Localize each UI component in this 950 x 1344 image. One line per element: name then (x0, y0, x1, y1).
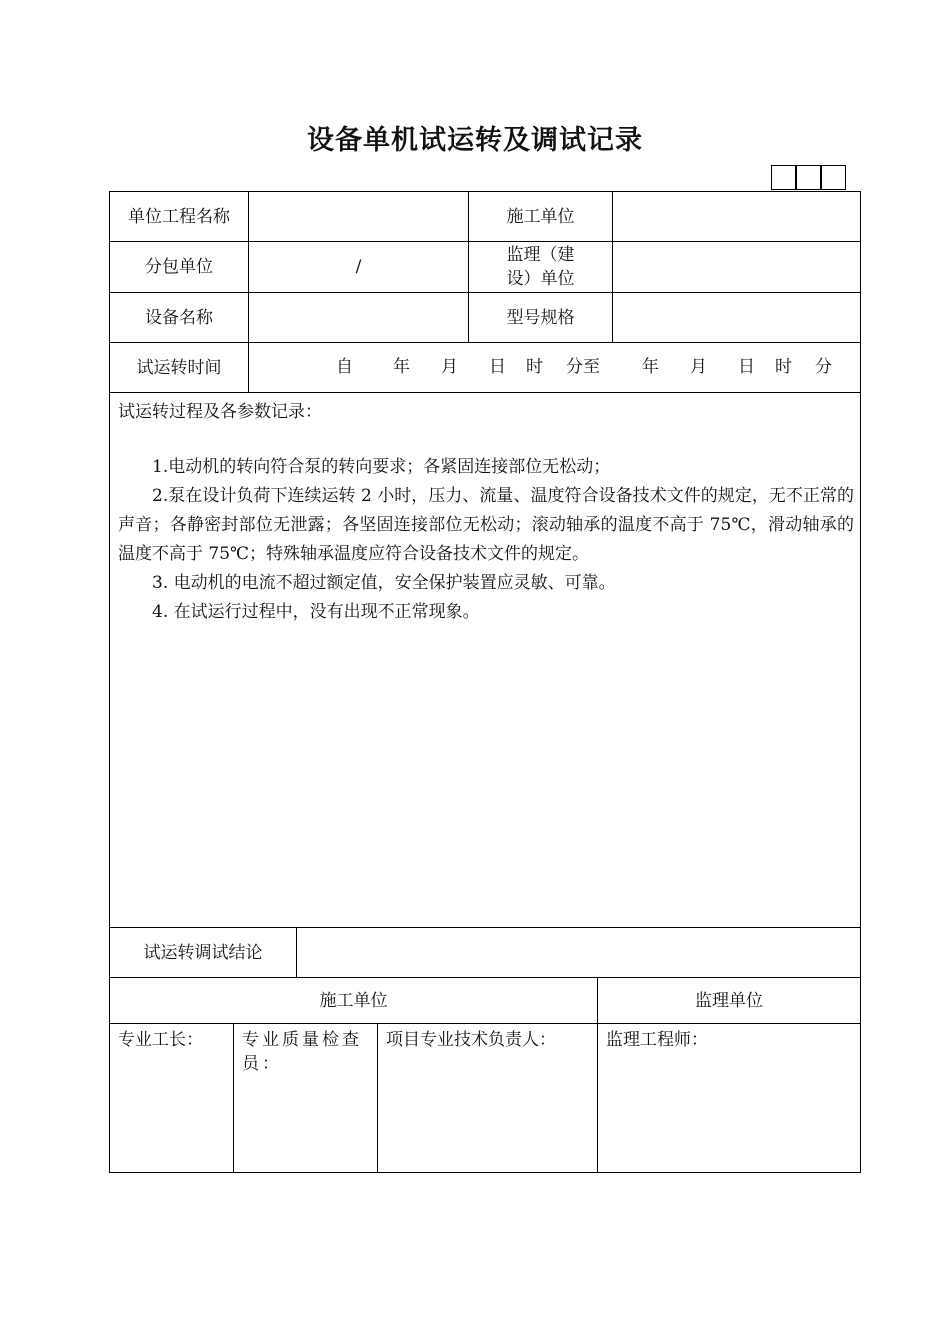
record-number-box-3[interactable] (821, 165, 846, 190)
subcontractor-label: 分包单位 (109, 241, 249, 293)
time-year-end: 年 (642, 357, 659, 377)
time-day-start: 日 (489, 357, 506, 377)
supervisor-field[interactable] (612, 241, 861, 293)
conclusion-field[interactable] (296, 927, 861, 978)
supervising-engineer-signature[interactable]: 监理工程师： (597, 1023, 861, 1173)
trial-time-field[interactable] (248, 342, 861, 393)
construction-unit-field[interactable] (612, 191, 861, 242)
process-items (118, 453, 854, 627)
construction-unit-label: 施工单位 (468, 191, 613, 242)
unit-project-name-label: 单位工程名称 (109, 191, 249, 242)
supervisor-label: 监理（建设）单位 (468, 241, 613, 293)
time-minute-to: 分至 (566, 357, 600, 377)
construction-unit-header: 施工单位 (109, 977, 598, 1024)
quality-inspector-signature[interactable]: 专业质量检查员： (233, 1023, 378, 1173)
time-from: 自 (336, 357, 353, 377)
process-item-4: 4. 在试运行过程中，没有出现不正常现象。 (152, 602, 480, 622)
time-hour-start: 时 (526, 357, 543, 377)
process-item-1: 1.电动机的转向符合泵的转向要求；各紧固连接部位无松动； (152, 457, 611, 477)
time-month-end: 月 (690, 357, 707, 377)
model-spec-field[interactable] (612, 292, 861, 343)
trial-time-label: 试运转时间 (109, 342, 249, 393)
record-number-box-1[interactable] (771, 165, 796, 190)
unit-project-name-field[interactable] (248, 191, 469, 242)
time-day-end: 日 (738, 357, 755, 377)
tech-lead-signature[interactable]: 项目专业技术负责人： (377, 1023, 598, 1173)
process-heading: 试运转过程及各参数记录： (118, 402, 322, 422)
time-month-start: 月 (441, 357, 458, 377)
supervision-unit-header: 监理单位 (597, 977, 861, 1024)
process-item-3: 3. 电动机的电流不超过额定值，安全保护装置应灵敏、可靠。 (152, 573, 616, 593)
time-minute-end: 分 (815, 357, 832, 377)
record-number-box-2[interactable] (796, 165, 821, 190)
time-hour-end: 时 (775, 357, 792, 377)
process-record-section[interactable] (109, 392, 861, 928)
time-year-start: 年 (393, 357, 410, 377)
foreman-signature[interactable]: 专业工长： (109, 1023, 234, 1173)
equipment-name-field[interactable] (248, 292, 469, 343)
conclusion-label: 试运转调试结论 (109, 927, 297, 978)
equipment-name-label: 设备名称 (109, 292, 249, 343)
process-item-2: 2.泵在设计负荷下连续运转 2 小时，压力、流量、温度符合设备技术文件的规定，无不正常的声音；各静密封部位无泄露；各坚固连接部位无松动；滚动轴承的温度不高于 75℃，滑动轴承的温度不高于 75℃；特殊轴承温度应符合设备技术文件的规定。 (118, 486, 854, 564)
page-title: 设备单机试运转及调试记录 (307, 125, 643, 156)
model-spec-label: 型号规格 (468, 292, 613, 343)
subcontractor-field[interactable]: / (248, 241, 469, 293)
